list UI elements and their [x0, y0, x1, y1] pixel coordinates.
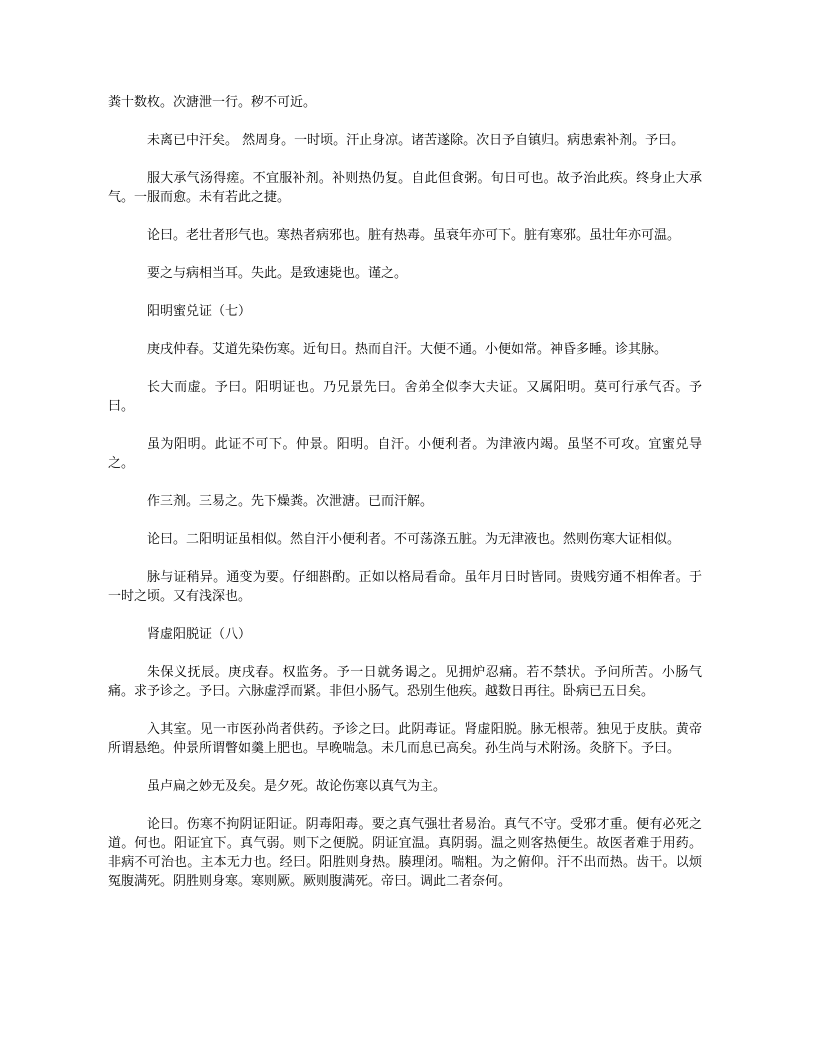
paragraph: 脉与证稍异。通变为要。仔细斟酌。正如以格局看命。虽年月日时皆同。贵贱穷通不相侔者。于一时之顷。又有浅深也。 [108, 570, 702, 604]
paragraph: 论曰。伤寒不拘阴证阳证。阴毒阳毒。要之真气强壮者易治。真气不守。受邪才重。便有必死之道。何也。阳证宜下。真气弱。则下之便脱。阴证宜温。真阴弱。温之则客热便生。故医者难于用药。非病不可治也。主本无力也。经曰。阳胜则身热。腠理闭。喘粗。为之俯仰。汗不出而热。齿干。以烦冤腹满死。阴胜则身寒。寒则厥。厥则腹满死。帝曰。调此二者奈何。 [108, 817, 702, 889]
section-heading: 肾虚阳脱证（八） [147, 627, 252, 642]
paragraph: 论曰。老壮者形气也。寒热者病邪也。脏有热毒。虽衰年亦可下。脏有寒邪。虽壮年亦可温。 [147, 228, 681, 243]
paragraph: 入其室。见一市医孙尚者供药。予诊之曰。此阴毒证。肾虚阳脱。脉无根蒂。独见于皮肤。黄帝所谓悬绝。仲景所谓瞥如羹上肥也。早晚喘急。未几而息已高矣。孙生尚与术附汤。灸脐下。予曰。 [108, 722, 702, 756]
document-body [108, 93, 702, 910]
paragraph: 要之与病相当耳。失此。是致速毙也。谨之。 [147, 266, 408, 281]
paragraph: 论曰。二阳明证虽相似。然自汗小便利者。不可荡涤五脏。为无津液也。然则伤寒大证相似。 [147, 532, 681, 547]
paragraph: 作三剂。三易之。先下燥粪。次泄溏。已而汗解。 [147, 494, 434, 509]
paragraph: 庚戌仲春。艾道先染伤寒。近旬日。热而自汗。大便不通。小便如常。神昏多睡。诊其脉。 [147, 342, 668, 357]
paragraph: 未离已中汗矣。 然周身。一时顷。汗止身凉。诸苦遂除。次日予自镇归。病患索补剂。予曰。 [147, 133, 685, 148]
paragraph: 服大承气汤得瘥。不宜服补剂。补则热仍复。自此但食粥。旬日可也。故予治此疾。终身止大承气。一服而愈。未有若此之捷。 [108, 171, 702, 205]
paragraph: 虽为阳明。此证不可下。仲景。阳明。自汗。小便利者。为津液内竭。虽坚不可攻。宜蜜兑导之。 [108, 437, 702, 471]
paragraph: 虽卢扁之妙无及矣。是夕死。故论伤寒以真气为主。 [147, 779, 447, 794]
section-heading: 阳明蜜兑证（七） [147, 304, 252, 319]
paragraph: 长大而虚。予曰。阳明证也。乃兄景先曰。舍弟全似李大夫证。又属阳明。莫可行承气否。予曰。 [108, 380, 702, 414]
paragraph: 粪十数枚。次溏泄一行。秽不可近。 [108, 95, 317, 110]
paragraph: 朱保义抚辰。庚戌春。权监务。予一日就务谒之。见拥炉忍痛。若不禁状。予问所苦。小肠气痛。求予诊之。予曰。六脉虚浮而紧。非但小肠气。恐别生他疾。越数日再往。卧病已五日矣。 [108, 665, 702, 699]
